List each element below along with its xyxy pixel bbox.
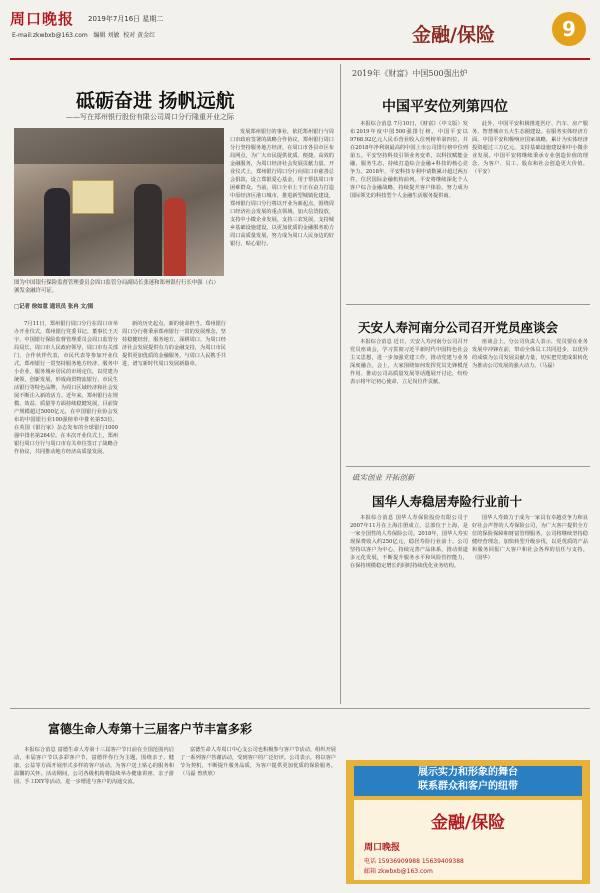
ad-paper-name: 周口晚报 — [364, 843, 401, 853]
ad-slogan-line2: 联系群众和客户的纽带 — [418, 781, 518, 792]
pingan-body-2: 此外，中国平安积极推进医疗、汽车、房产服务、智慧城市五大生态圈建设。在服务实体经济方面，中国平安积极响应国家战略，累计为实体经济投资超过三万亿元，支持基础设施建设和中小微企业发展。中国平安将继续秉承专业创造价值的理念，为客户、员工、股东和社会创造更大价值。（平安） — [472, 121, 588, 175]
feature-body-col2: 发展郑州银行的事业，依托郑州银行与周口市政府签署的战略合作协议，郑州银行周口分行坚持服务地方经济，在周口市各县市区布局网点，为广大市民提供优质、便捷、高效的金融服务，为周口经济社会发展贡献力量。开业仪式上，郑州银行周口分行向周口市慈善总会捐款，设立郑银爱心基金，用于帮扶周口市困难群众。当前，周口全市上下正在奋力打造中原经济区港口城市，推进新型城镇化建设，郑州银行周口分行将以开业为新起点，围绕周口经济社会发展的重点领域，加大信贷投放，支持中小微企业发展，支持三农发展，支持城乡基础设施建设，以更加优质的金融服务助力周口高质量发展，努力成为周口人民身边的好银行、贴心银行。 — [230, 129, 334, 247]
feature-subtitle: ——写在郑州银行股份有限公司周口分行隆重开业之际 — [66, 113, 234, 121]
header-email: E-mail:zkwbxb@163.com — [12, 32, 88, 39]
guohua-kicker: 砥实创业 开拓创新 — [352, 473, 415, 482]
ad-email-line — [364, 866, 574, 875]
issue-date: 2019年7月16日 星期二 — [88, 15, 164, 23]
rule-bottom — [10, 708, 590, 709]
guohua-body-2: 国华人寿致力于成为一家具有卓越竞争力和良好社会声誉的人寿保险公司，为广大客户提供全方位的保险保障和财富管理服务。公司将继续坚持稳健经营理念，加快转型升级步伐，以更优质的产品和服务回报广大客户和社会各界的信任与支持。（国华） — [472, 515, 588, 561]
guohua-headline: 国华人寿稳居寿险行业前十 — [372, 494, 523, 509]
ad-email: zkwbxb@163.com — [377, 868, 433, 875]
feature-body-col1: 7月11日，郑州银行周口分行在周口市举办开业仪式，郑州银行党委书记、董事长王天宇，中国银行保险监督管理委员会周口监管分局局长，周口市人民政府领导，周口市有关部门、合作伙伴代表，市民代表等参加开业仪式。郑州银行一贯坚持服务地方经济、服务中小企业、服务城乡居民的市场定位，以党建为统领，创新发展，形成商贸物流银行、市民生活银行等特色品牌，为周口区域经济和社会发展不断注入新的活力。近年来，郑州银行在规模、效益、质量等方面持续稳健发展，目前资产规模超过5000亿元，在中国银行业协会发布的中国银行业100强榜单中排名第53位，在英国《银行家》杂志发布的全球银行1000强中排名第264位。在本次开业仪式上，郑州银行周口分行与周口市有关单位签订了战略合作协议，共同推动地方经济高质量发展。 — [14, 321, 118, 455]
ad-phone-line — [364, 856, 574, 865]
feature-body-col1b: 新的历史起点，新的使命担当。郑州银行周口分行将秉承郑州银行一贯的发展理念，坚持稳健经营，服务地方，深耕周口，为周口经济社会发展提供有力的金融支持，为周口市民提供更加优质的金融服务，与周口人民携手共进，谱写新时代周口发展新篇章。 — [122, 321, 226, 367]
header-rule — [10, 58, 590, 60]
page-header — [0, 0, 600, 62]
tianan-headline: 天安人寿河南分公司召开党员座谈会 — [358, 320, 559, 335]
header-credits — [12, 30, 212, 39]
guohua-body: 本报综合消息 国华人寿保险股份有限公司于2007年11月在上海注册成立，总部位于上海，是一家全国性的人寿保险公司。2018年，国华人寿实现保费收入约250亿元，稳居寿险行业前十。公司坚持以客户为中心，持续完善产品体系，推动渠道多元化发展，不断提升服务水平和风险管控能力，在保持规模稳定增长的同时持续优化业务结构。 — [350, 515, 468, 569]
column-divider — [340, 64, 341, 704]
rule-right-1 — [346, 304, 590, 305]
ad-phones: 15936909988 15639409388 — [377, 858, 464, 865]
section-title: 金融/保险 — [412, 24, 495, 46]
rule-right-2 — [346, 466, 590, 467]
fude-body-2: 富德生命人寿周口中心支公司也积极参与客户节活动，组织开展了一系列客户答谢活动，受到客户的广泛好评。公司表示，将以客户节为契机，不断提升服务品质，为客户提供更加优质的保险服务。（马磊 曾欣欣） — [180, 747, 336, 777]
advertisement — [346, 760, 590, 884]
tianan-body: 本报综合消息 近日，天安人寿河南分公司召开党员座谈会，学习贯彻习近平新时代中国特色社会主义思想，进一步加强党建工作，推动党建与业务深度融合。会上，大家围绕如何发挥党员先锋模范作用、推动公司高质量发展等话题展开讨论，纷纷表示将牢记初心使命，立足岗位作贡献。 — [350, 339, 468, 385]
newspaper-logo: 周口晚报 — [10, 10, 75, 28]
fude-body: 本报综合消息 富德生命人寿第十三届客户节日前在全国范围内启动，本届客户节以多彩客户节，富德伴你行为主题，围绕亲子、健康、公益等方面开展形式多样的客户活动，为客户送上贴心的服务和温馨的关怀。活动期间，公司各级机构将陆续举办健康讲座、亲子游园、手工DIY等活动，进一步增进与客户的沟通交流。 — [14, 747, 174, 785]
ad-phone-label: 电话 — [364, 858, 377, 865]
photo-caption: 图为中国银行保险监督管理委员会周口监管分局副局长张迷和郑州银行行长申强（右）颁发金融许可证。 — [14, 280, 219, 294]
ad-slogan-line1: 展示实力和形象的舞台 — [418, 767, 518, 778]
ceremony-photo — [14, 128, 224, 276]
page-number: 9 — [552, 12, 586, 46]
ad-email-label: 邮箱 — [364, 868, 377, 875]
ad-panel — [354, 800, 582, 880]
pingan-headline: 中国平安位列第四位 — [382, 99, 508, 115]
tianan-body-2: 座谈会上，分公司负责人表示，党员要在业务发展中冲锋在前，带动全体员工共同进步，以优异的成绩为公司发展贡献力量，切实把党建成果转化为推动公司发展的强大动力。（马磊） — [472, 339, 588, 369]
header-editor: 编辑 刘敏 — [93, 32, 120, 39]
feature-byline: □记者 徐如意 通讯员 张冉 文/图 — [14, 304, 94, 310]
fude-headline: 富德生命人寿第十三届客户节丰富多彩 — [48, 722, 253, 736]
pingan-body: 本报综合消息 7月10日，《财富》（中文版）发布2019年度中国500强排行榜。中国平安以9768.92亿元人民币营业收入位列榜单第四位，并在2018年净利润最高的中国上市公司排行榜中位列第五。平安坚持科技引领业务变革，以科技赋能金融、服务生态，持续打造综合金融+科技的核心竞争力。2018年，平安科技专利申请数累计超过两万件，位居国际金融机构前列。平安将继续深化个人客户综合金融战略，持续提升客户体验，努力成为国际领先的科技型个人金融生活服务提供商。 — [350, 121, 468, 199]
ad-slogan — [354, 766, 582, 796]
pingan-kicker: 2019年《财富》中国500强出炉 — [352, 69, 468, 78]
header-proofreader: 校对 黄金红 — [123, 32, 156, 39]
feature-headline: 砥砺奋进 扬帆远航 — [76, 90, 235, 112]
ad-brand: 金融/保险 — [430, 813, 506, 833]
